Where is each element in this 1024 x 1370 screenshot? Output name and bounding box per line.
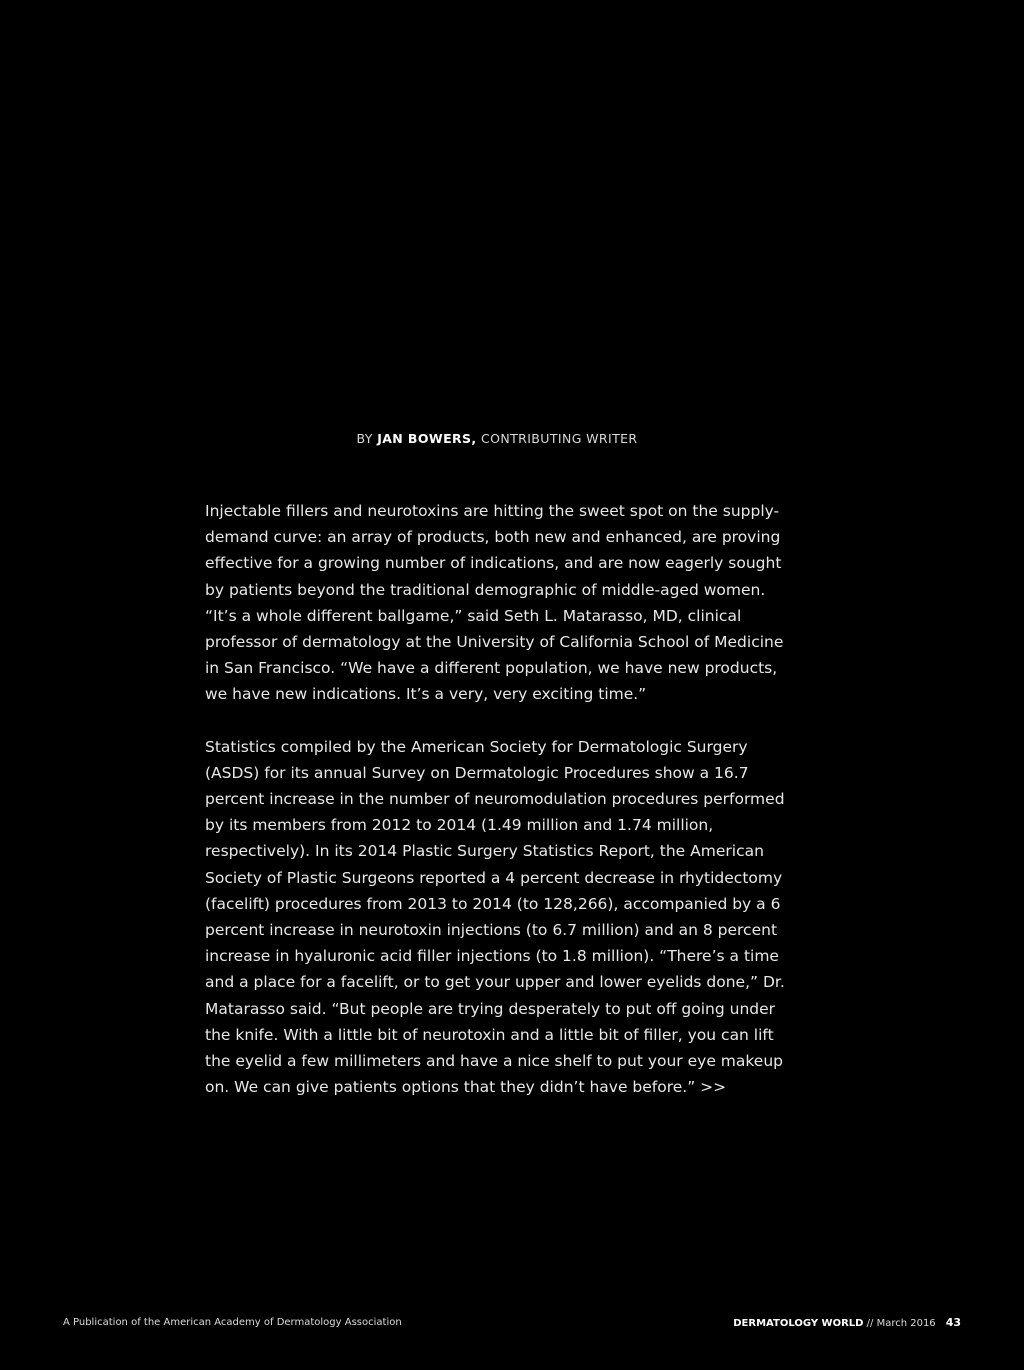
article-paragraph-1: Injectable fillers and neurotoxins are hitting the sweet spot on the supply-demand curve: an array of products, both new and enhanced, are proving effective for a growing number of indications, and are now eagerly sought by patients beyond the traditional demographic of middle-aged women. “It’s a whole different ballgame,” said Seth L. Matarasso, MD, clinical professor of dermatology at the University of California School of Medicine in San Francisco. “We have a different population, we have new products, we have new indications. It’s a very, very exciting time.” (205, 502, 784, 704)
page-number: 43 (945, 1316, 961, 1329)
byline-prefix: BY (356, 431, 378, 446)
byline-role: CONTRIBUTING WRITER (476, 431, 638, 446)
article-byline (0, 431, 994, 446)
footer-separator: // (863, 1318, 877, 1329)
article-paragraph-2: Statistics compiled by the American Society for Dermatologic Surgery (ASDS) for its annual Survey on Dermatologic Procedures show a 16.7 percent increase in the number of neuromodulation procedures performed by its members from 2012 to 2014 (1.49 million and 1.74 million, respectively). In its 2014 Plastic Surgery Statistics Report, the American Society of Plastic Surgeons reported a 4 percent decrease in rhytidectomy (facelift) procedures from 2013 to 2014 (to 128,266), accompanied by a 6 percent increase in neurotoxin injections (to 6.7 million) and an 8 percent increase in hyaluronic acid filler injections (to 1.8 million). “There’s a time and a place for a facelift, or to get your upper and lower eyelids done,” Dr. Matarasso said. “But people are trying desperately to put off going under the knife. With a little bit of neurotoxin and a little bit of filler, you can lift the eyelid a few millimeters and have a nice shelf to put your eye makeup on. We can give patients options that they didn’t have before.” >> (205, 737, 785, 1097)
article-body (205, 498, 795, 1100)
footer-publication-name: DERMATOLOGY WORLD (733, 1318, 864, 1329)
footer-publication-credit: A Publication of the American Academy of Dermatology Association (63, 1317, 402, 1328)
footer-issue-date: March 2016 (876, 1318, 936, 1329)
footer-issue-info (733, 1316, 961, 1329)
byline-author: JAN BOWERS, (377, 431, 477, 446)
